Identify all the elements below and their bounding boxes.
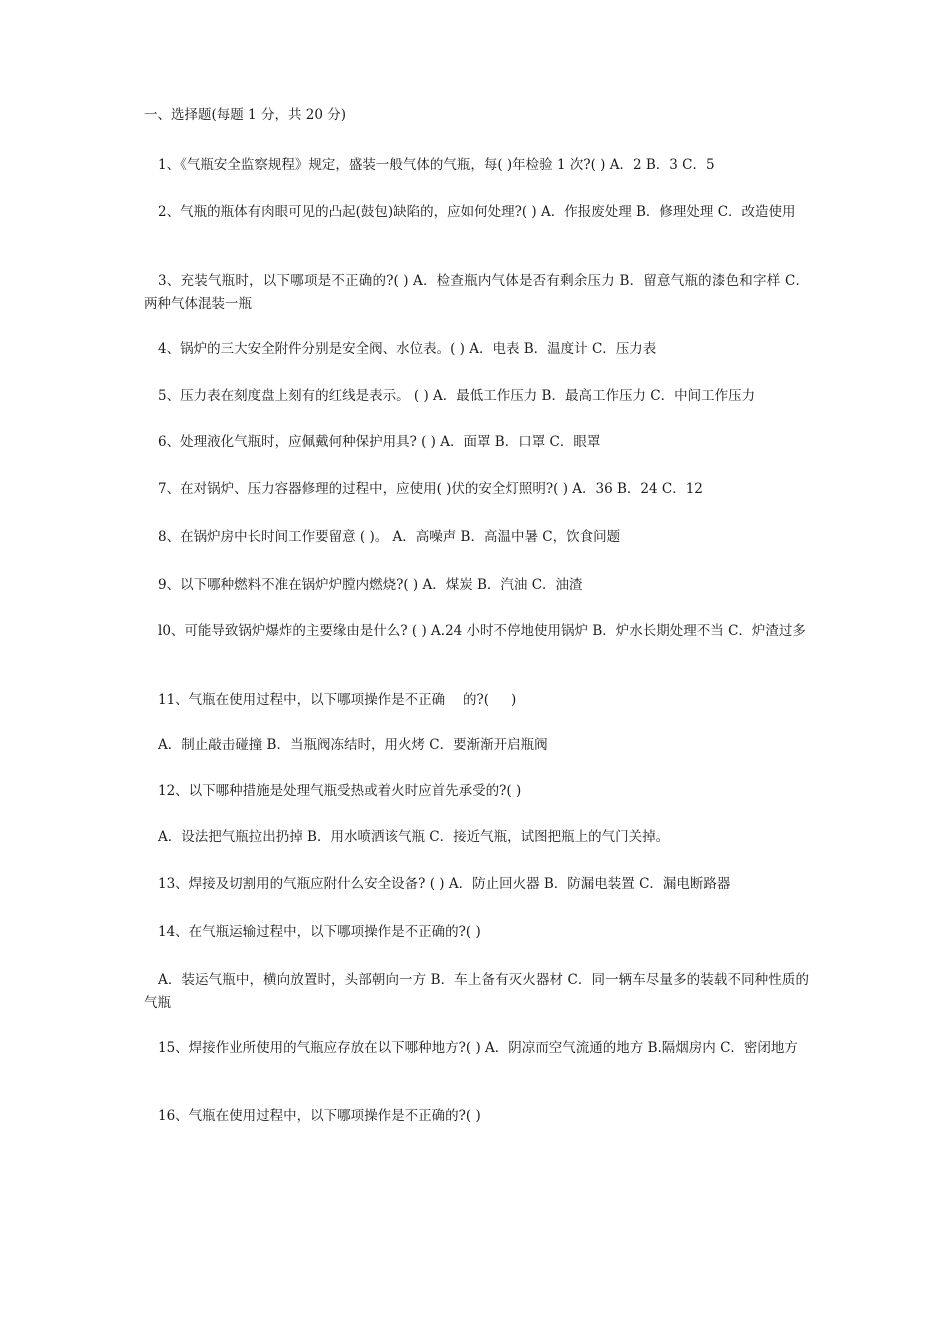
question-5: 5、压力表在刻度盘上刻有的红线是表示。 ( ) A．最低工作压力 B．最高工作压力 C．中间工作压力 xyxy=(158,388,756,404)
question-3: 3、充装气瓶时，以下哪项是不正确的?( ) A．检查瓶内气体是否有剩余压力 B．留意气瓶的漆色和字样 C．两种气体混装一瓶 xyxy=(144,273,809,312)
section-title: 一、选择题(每题 1 分，共 20 分) xyxy=(144,107,346,123)
question-4: 4、锅炉的三大安全附件分别是安全阀、水位表。( ) A．电表 B．温度计 C．压力表 xyxy=(158,341,657,357)
question-9: 9、以下哪种燃料不准在锅炉炉膛内燃烧?( ) A．煤炭 B．汽油 C．油渣 xyxy=(158,577,583,593)
question-14: 14、在气瓶运输过程中，以下哪项操作是不正确的?( ) xyxy=(158,924,481,940)
question-8: 8、在锅炉房中长时间工作要留意 ( )。 A．高噪声 B．高温中暑 C，饮食问题 xyxy=(158,529,621,545)
question-14-options: A．装运气瓶中，横向放置时，头部朝向一方 B．车上备有灭火器材 C．同一辆车尽量多的装载不同种性质的气瓶 xyxy=(144,972,809,1011)
question-1: 1、《气瓶安全监察规程》规定，盛装一般气体的气瓶，每( )年检验 1 次?( ) A．2 B．3 C．5 xyxy=(158,157,715,173)
question-11-options: A．制止敲击碰撞 B．当瓶阀冻结时，用火烤 C．要渐渐开启瓶阀 xyxy=(158,737,548,753)
question-6: 6、处理液化气瓶时，应佩戴何种保护用具? ( ) A．面罩 B．口罩 C．眼罩 xyxy=(158,434,601,450)
question-2: 2、气瓶的瓶体有肉眼可见的凸起(鼓包)缺陷的，应如何处理?( ) A．作报废处理 B．修理处理 C．改造使用 xyxy=(158,204,796,220)
question-10: l0、可能导致锅炉爆炸的主要缘由是什么? ( ) A.24 小时不停地使用锅炉 B．炉水长期处理不当 C．炉渣过多 xyxy=(158,623,806,639)
question-12-options: A．设法把气瓶拉出扔掉 B．用水喷洒该气瓶 C．接近气瓶，试图把瓶上的气门关掉。 xyxy=(158,829,670,845)
question-12: 12、以下哪种措施是处理气瓶受热或着火时应首先承受的?( ) xyxy=(158,783,522,799)
question-11: 11、气瓶在使用过程中，以下哪项操作是不正确 的?( ) xyxy=(158,692,517,708)
question-13: 13、焊接及切割用的气瓶应附什么安全设备? ( ) A．防止回火器 B．防漏电装置 C．漏电断路器 xyxy=(158,876,731,892)
question-7: 7、在对锅炉、压力容器修理的过程中，应使用( )伏的安全灯照明?( ) A．36 B．24 C．12 xyxy=(158,481,703,497)
question-16: 16、气瓶在使用过程中，以下哪项操作是不正确的?( ) xyxy=(158,1108,481,1124)
question-15: 15、焊接作业所使用的气瓶应存放在以下哪种地方?( ) A．阴凉而空气流通的地方 B.隔烟房内 C．密闭地方 xyxy=(158,1040,798,1056)
